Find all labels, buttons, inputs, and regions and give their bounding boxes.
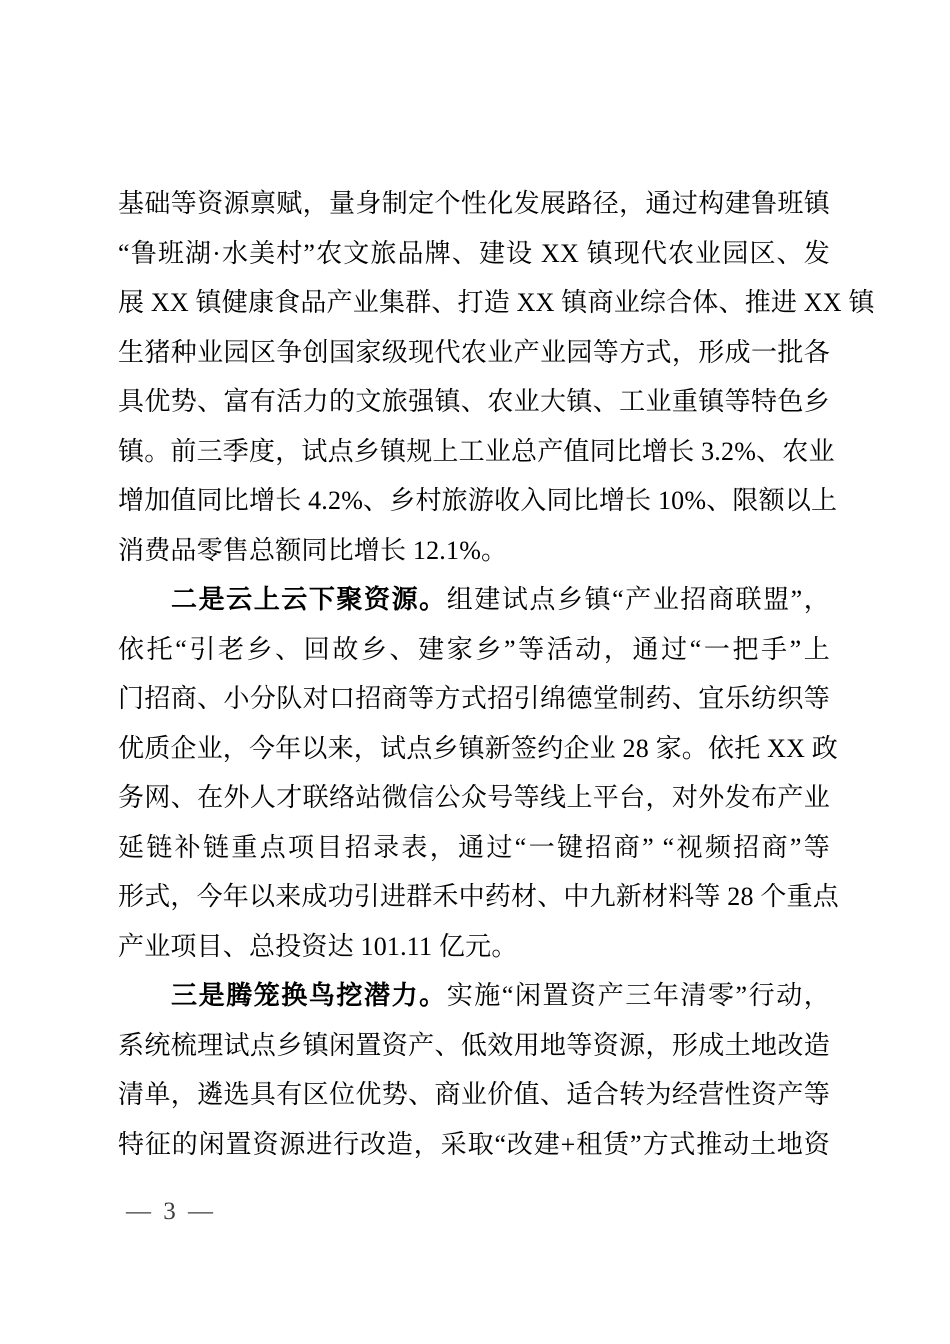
text-line: 具优势、富有活力的文旅强镇、农业大镇、工业重镇等特色乡 bbox=[118, 387, 830, 416]
text-line: 特征的闲置资源进行改造，采取“改建+租赁”方式推动土地资 bbox=[118, 1129, 830, 1159]
text-line: 清单，遴选具有区位优势、商业价值、适合转为经营性资产等 bbox=[118, 1080, 830, 1109]
text-line: 展 XX 镇健康食品产业集群、打造 XX 镇商业综合体、推进 XX 镇 bbox=[118, 288, 875, 317]
text-line: 系统梳理试点乡镇闲置资产、低效用地等资源，形成土地改造 bbox=[118, 1030, 830, 1060]
text-line: 增加值同比增长 4.2%、乡村旅游收入同比增长 10%、限额以上 bbox=[118, 486, 838, 515]
text-line: “鲁班湖·水美村”农文旅品牌、建设 XX 镇现代农业园区、发 bbox=[118, 238, 830, 268]
paragraph-lead-rest: 实施“闲置资产三年清零”行动， bbox=[446, 981, 830, 1010]
text-line: 务网、在外人才联络站微信公众号等线上平台，对外发布产业 bbox=[118, 783, 830, 812]
page-number: — 3 — bbox=[126, 1198, 216, 1225]
text-line: 形式，今年以来成功引进群禾中药材、中九新材料等 28 个重点 bbox=[118, 882, 840, 911]
paragraph-end-line: 消费品零售总额同比增长 12.1%。 bbox=[118, 535, 508, 565]
text-line: 镇。前三季度，试点乡镇规上工业总产值同比增长 3.2%、农业 bbox=[118, 436, 835, 466]
text-line: 优质企业，今年以来，试点乡镇新签约企业 28 家。依托 XX 政 bbox=[118, 733, 838, 763]
text-line: 基础等资源禀赋，量身制定个性化发展路径，通过构建鲁班镇 bbox=[118, 189, 830, 218]
document-body bbox=[118, 179, 875, 1169]
paragraph-lead-bold: 二是云上云下聚资源。 bbox=[171, 585, 447, 614]
paragraph-start-line bbox=[118, 971, 830, 1021]
paragraph-lead-rest: 组建试点乡镇“产业招商联盟”， bbox=[446, 585, 830, 614]
text-line: 依托“引老乡、回故乡、建家乡”等活动，通过“一把手”上 bbox=[118, 634, 830, 664]
paragraph-end-line: 产业项目、总投资达 101.11 亿元。 bbox=[118, 931, 518, 961]
paragraph-start-line bbox=[118, 575, 830, 625]
text-line: 延链补链重点项目招录表，通过“一键招商” “视频招商”等 bbox=[118, 832, 830, 862]
paragraph-lead-bold: 三是腾笼换鸟挖潜力。 bbox=[171, 981, 447, 1010]
text-line: 生猪种业园区争创国家级现代农业产业园等方式，形成一批各 bbox=[118, 337, 830, 367]
text-line: 门招商、小分队对口招商等方式招引绵德堂制药、宜乐纺织等 bbox=[118, 684, 830, 713]
